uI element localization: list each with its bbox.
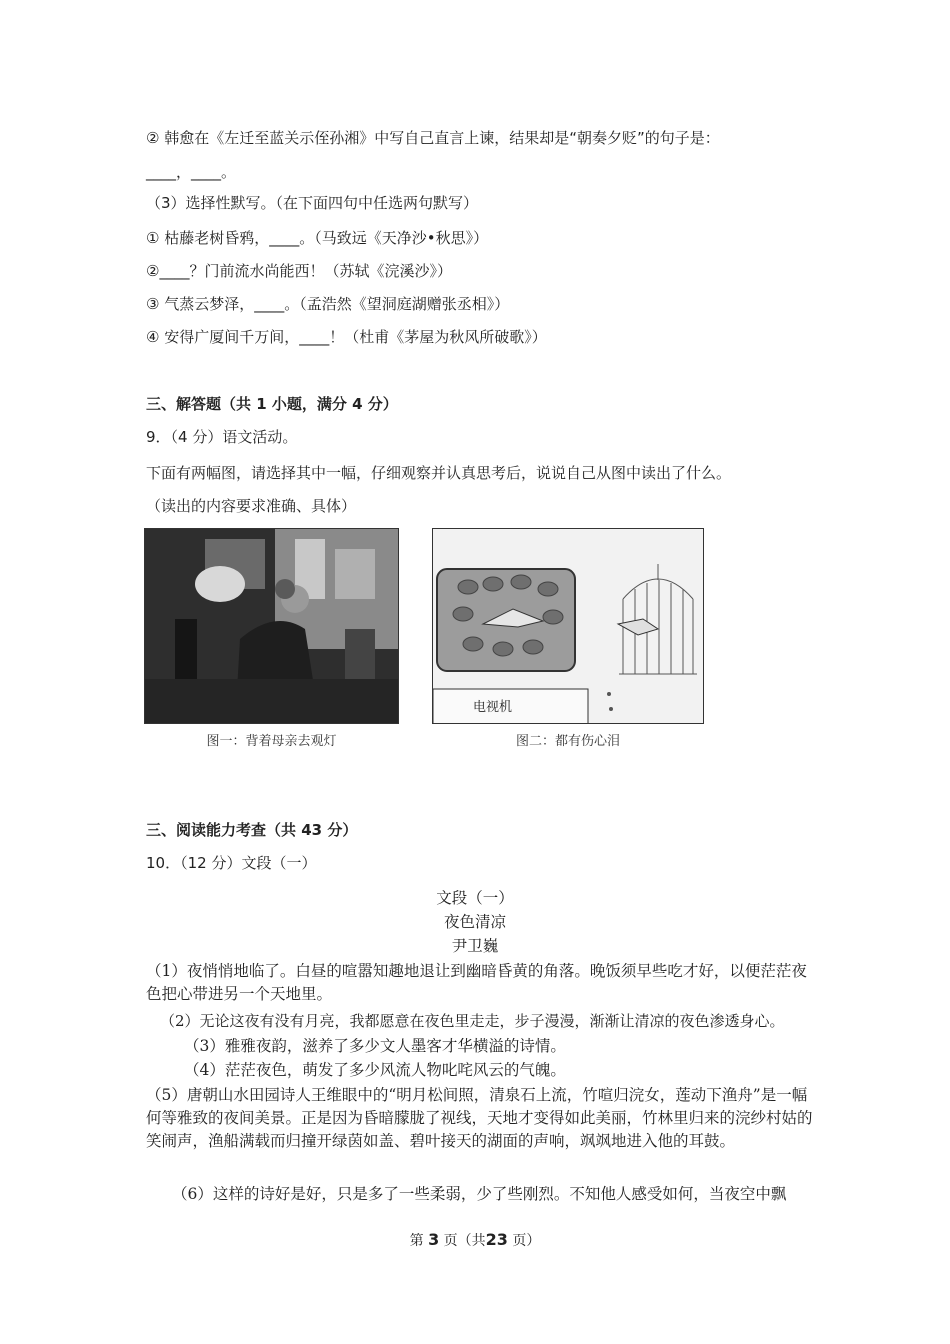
footer-total-pages: 23	[485, 1230, 508, 1249]
section3-title: 三、解答题（共 1 小题，满分 4 分）	[146, 395, 398, 413]
figure1-caption: 图一：背着母亲去观灯	[206, 734, 337, 749]
q8-3-item-4: ④ 安得广厦间千万间，____！（杜甫《茅屋为秋风所破歌》）	[146, 328, 547, 346]
q9-heading: 9．（4 分）语文活动。	[146, 428, 298, 446]
q8-3-item-2: ②____？门前流水尚能西！（苏轼《浣溪沙》）	[146, 262, 452, 280]
passage-title: 夜色清凉	[443, 913, 506, 931]
paragraph-5: （5）唐朝山水田园诗人王维眼中的“明月松间照，清泉石上流，竹喧归浣女，莲动下渔舟”是一幅何等雅致的夜间美景。正是因为昏暗朦胧了视线，天地才变得如此美丽，竹林里归来的浣纱村姑的笑闹声，渔船满载而归撞开绿茵如盖、碧叶接天的湖面的声响，飒飒地进入他的耳鼓。	[146, 1086, 813, 1150]
footer-prefix: 第	[409, 1233, 424, 1249]
paragraph-2: （2）无论这夜有没有月亮，我都愿意在夜色里走走，步子漫漫，渐渐让清凉的夜色渗透身心。	[160, 1012, 785, 1030]
figure1-image	[145, 529, 399, 724]
passage-author: 尹卫巍	[451, 937, 499, 955]
q8-3-item-1: ① 枯藤老树昏鸦，____。（马致远《天净沙•秋思》）	[146, 229, 489, 247]
q9-instruction: 下面有两幅图，请选择其中一幅，仔细观察并认真思考后，说说自己从图中读出了什么。	[146, 464, 732, 482]
figure1-photo	[144, 528, 399, 724]
q10-heading: 10．（12 分）文段（一）	[146, 854, 317, 872]
paragraph-1: （1）夜悄悄地临了。白昼的喧嚣知趣地退让到幽暗昏黄的角落。晚饭须早些吃才好，以便茫茫夜色把心带进另一个天地里。	[146, 962, 807, 1003]
footer-page-number: 3	[428, 1230, 440, 1249]
footer-suffix: 页）	[512, 1233, 541, 1249]
paragraph-3: （3）雅雅夜韵，滋养了多少文人墨客才华横溢的诗情。	[184, 1037, 566, 1055]
q9-note: （读出的内容要求准确、具体）	[146, 497, 357, 515]
page-footer	[0, 1230, 950, 1250]
footer-middle: 页（共	[443, 1233, 486, 1249]
reading-section-title: 三、阅读能力考查（共 43 分）	[146, 821, 358, 839]
figure2-caption: 图二：都有伤心泪	[515, 734, 620, 749]
passage-label: 文段（一）	[436, 889, 514, 907]
figure2-cartoon	[432, 528, 704, 724]
paragraph-6: （6）这样的诗好是好，只是多了一些柔弱，少了些刚烈。不知他人感受如何，当夜空中飘	[172, 1185, 787, 1203]
paragraph-4: （4）茫茫夜色，萌发了多少风流人物叱咤风云的气魄。	[184, 1061, 566, 1079]
figure2-image	[433, 529, 704, 724]
q8-3-heading: （3）选择性默写。（在下面四句中任选两句默写）	[146, 194, 479, 212]
q8-2-blank: ____，____。	[146, 163, 237, 181]
tv-label: 电视机	[473, 700, 513, 715]
q8-3-item-3: ③ 气蒸云梦泽，____。（孟浩然《望洞庭湖赠张丞相》）	[146, 295, 510, 313]
q8-2-item2: ② 韩愈在《左迁至蓝关示侄孙湘》中写自己直言上谏，结果却是“朝奏夕贬”的句子是：	[146, 129, 720, 147]
